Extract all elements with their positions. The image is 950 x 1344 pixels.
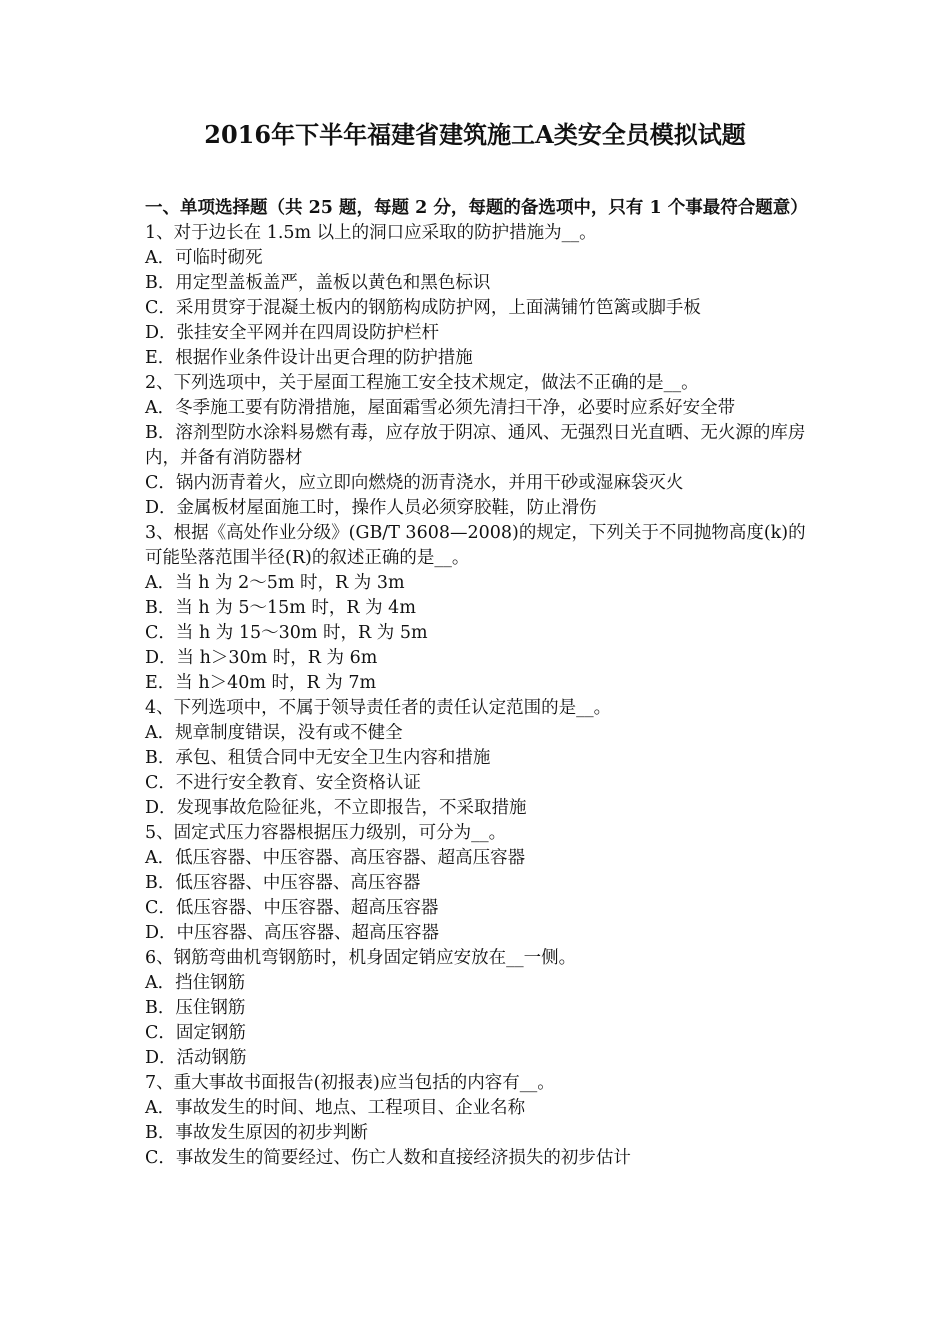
document-title: 2016年下半年福建省建筑施工A类安全员模拟试题: [204, 120, 746, 149]
option-c: C．不进行安全教育、安全资格认证: [145, 773, 421, 793]
question-3: [145, 521, 810, 696]
option-b: B．承包、租赁合同中无安全卫生内容和措施: [145, 748, 491, 768]
question-stem: 1、对于边长在 1.5m 以上的洞口应采取的防护措施为__。: [145, 223, 597, 243]
question-1: [145, 221, 810, 371]
option-c: C．低压容器、中压容器、超高压容器: [145, 898, 439, 918]
option-a: A．冬季施工要有防滑措施，屋面霜雪必须先清扫干净，必要时应系好安全带: [145, 398, 736, 418]
question-stem: 6、钢筋弯曲机弯钢筋时，机身固定销应安放在__一侧。: [145, 948, 577, 968]
option-b: B．用定型盖板盖严，盖板以黄色和黑色标识: [145, 273, 491, 293]
option-a: A．规章制度错误，没有或不健全: [145, 723, 403, 743]
option-b: B．溶剂型防水涂料易燃有毒，应存放于阴凉、通风、无强烈日光直晒、无火源的库房内，并备有消防器材: [145, 423, 806, 468]
question-5: [145, 821, 810, 946]
question-7: [145, 1071, 810, 1171]
option-d: D．当 h＞30m 时，R 为 6m: [145, 648, 378, 668]
option-d: D．张挂安全平网并在四周设防护栏杆: [145, 323, 440, 343]
question-stem: 3、根据《高处作业分级》(GB/T 3608—2008)的规定，下列关于不同抛物高度(k)的可能坠落范围半径(R)的叙述正确的是__。: [145, 523, 806, 568]
option-a: A．事故发生的时间、地点、工程项目、企业名称: [145, 1098, 526, 1118]
question-stem: 4、下列选项中，不属于领导责任者的责任认定范围的是__。: [145, 698, 612, 718]
option-e: E．当 h＞40m 时，R 为 7m: [145, 673, 377, 693]
option-b: B．低压容器、中压容器、高压容器: [145, 873, 421, 893]
question-4: [145, 696, 810, 821]
option-d: D．发现事故危险征兆，不立即报告，不采取措施: [145, 798, 527, 818]
option-d: D．活动钢筋: [145, 1048, 247, 1068]
option-b: B．当 h 为 5～15m 时，R 为 4m: [145, 598, 416, 618]
option-e: E．根据作业条件设计出更合理的防护措施: [145, 348, 473, 368]
question-stem: 2、下列选项中，关于屋面工程施工安全技术规定，做法不正确的是__。: [145, 373, 699, 393]
option-d: D．金属板材屋面施工时，操作人员必须穿胶鞋，防止滑伤: [145, 498, 597, 518]
option-d: D．中压容器、高压容器、超高压容器: [145, 923, 440, 943]
question-stem: 7、重大事故书面报告(初报表)应当包括的内容有__。: [145, 1073, 555, 1093]
question-6: [145, 946, 810, 1071]
section-heading: 一、单项选择题（共 25 题，每题 2 分，每题的备选项中，只有 1 个事最符合题意）: [145, 198, 808, 218]
question-2: [145, 371, 810, 521]
question-stem: 5、固定式压力容器根据压力级别，可分为__。: [145, 823, 507, 843]
option-a: A．可临时砌死: [145, 248, 263, 268]
option-a: A．低压容器、中压容器、高压容器、超高压容器: [145, 848, 526, 868]
option-b: B．事故发生原因的初步判断: [145, 1123, 368, 1143]
option-c: C．事故发生的简要经过、伤亡人数和直接经济损失的初步估计: [145, 1148, 631, 1168]
option-c: C．固定钢筋: [145, 1023, 246, 1043]
option-a: A．挡住钢筋: [145, 973, 246, 993]
option-b: B．压住钢筋: [145, 998, 246, 1018]
option-a: A．当 h 为 2～5m 时，R 为 3m: [145, 573, 405, 593]
document-body: [145, 196, 810, 1171]
option-c: C．当 h 为 15～30m 时，R 为 5m: [145, 623, 428, 643]
option-c: C．锅内沥青着火，应立即向燃烧的沥青浇水，并用干砂或湿麻袋灭火: [145, 473, 684, 493]
option-c: C．采用贯穿于混凝土板内的钢筋构成防护网，上面满铺竹笆篱或脚手板: [145, 298, 701, 318]
